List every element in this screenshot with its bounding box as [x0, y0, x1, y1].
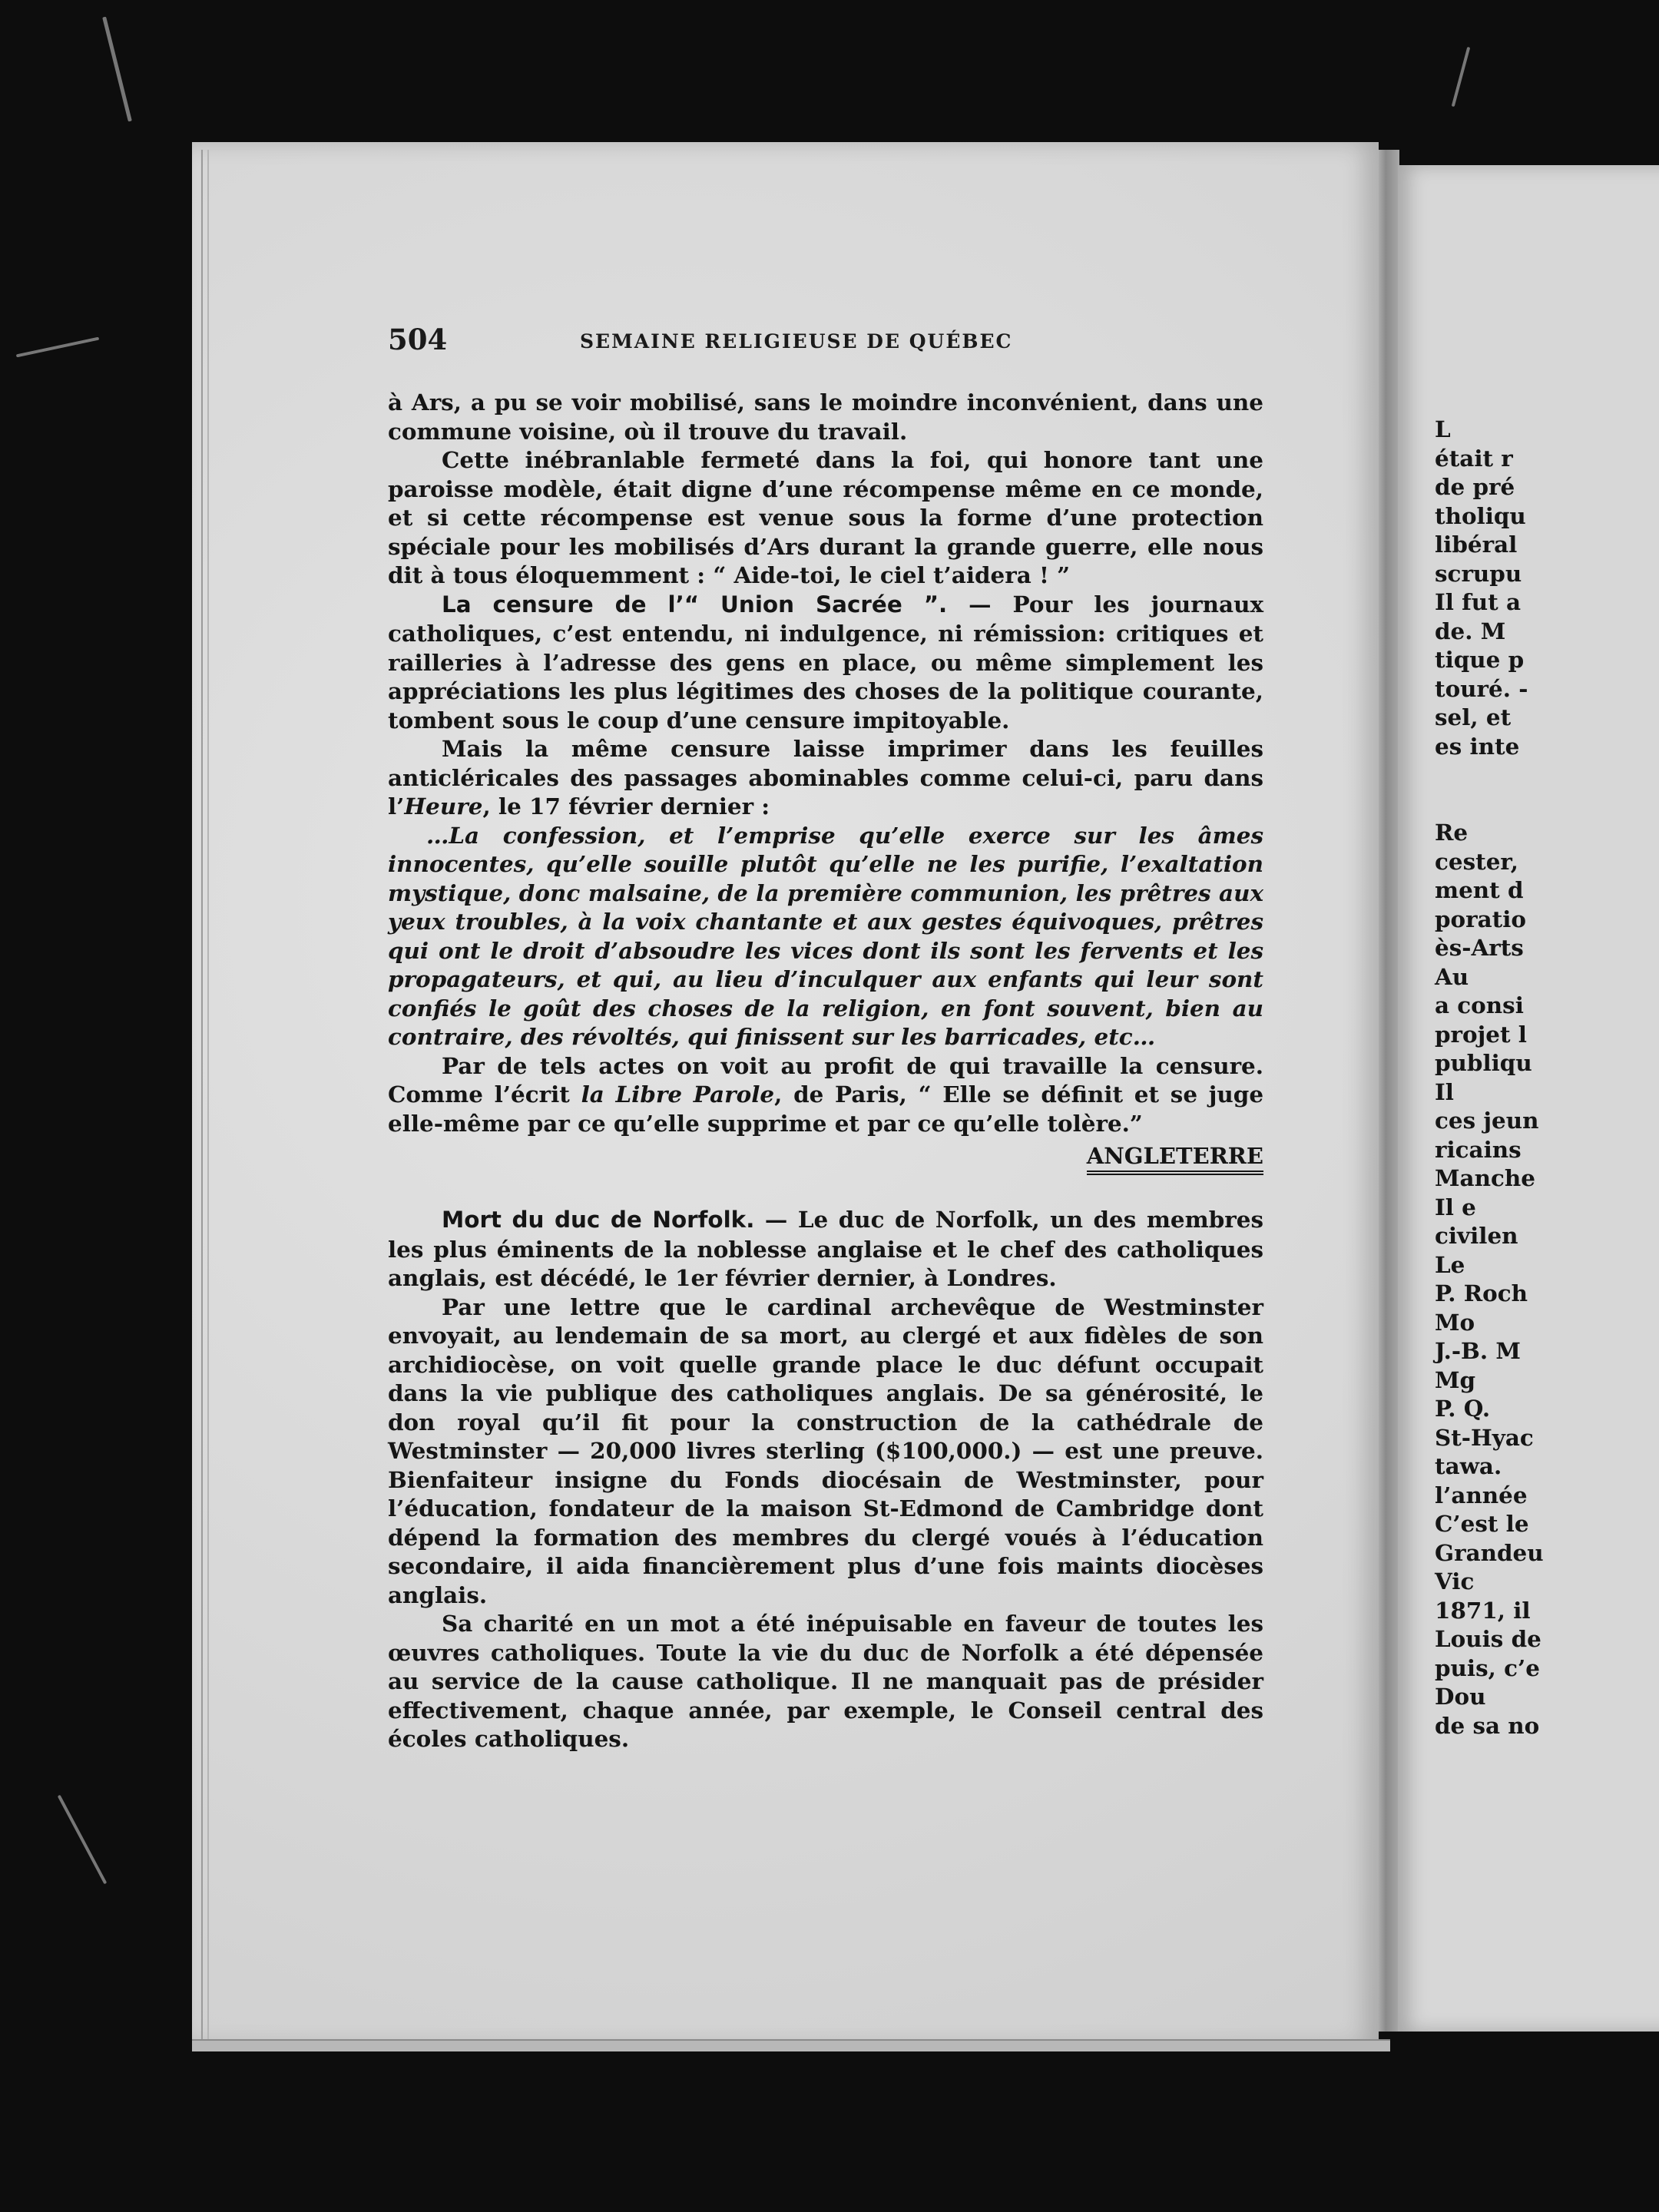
- right-page-line: 1871, il: [1435, 1596, 1531, 1624]
- paragraph-body: Mais la même censure laisse imprimer dans les feuilles anticléricales des passages abominables comme celui-ci, paru dans l’: [388, 735, 1263, 820]
- right-page-line: de pré: [1435, 473, 1515, 500]
- right-page-line: touré. -: [1435, 674, 1528, 702]
- paragraph-body: , le 17 février dernier :: [482, 793, 770, 820]
- section-heading-text: ANGLETERRE: [1087, 1143, 1263, 1175]
- right-page-line: P. Roch: [1435, 1280, 1528, 1306]
- film-scratch: [1452, 47, 1471, 107]
- right-page-line: tique p: [1435, 646, 1525, 673]
- right-page-line: Louis de: [1435, 1625, 1541, 1652]
- right-page-line: tawa.: [1435, 1452, 1502, 1479]
- right-page-line: St-Hyac: [1435, 1423, 1534, 1451]
- right-page-line: l’année: [1435, 1481, 1528, 1508]
- right-page-line: P. Q.: [1435, 1395, 1491, 1422]
- right-page-line: Mo: [1435, 1308, 1475, 1336]
- right-page-line: sel, et: [1435, 704, 1512, 730]
- right-page-line: puis, c’e: [1435, 1654, 1540, 1681]
- right-page-line: Il: [1435, 1078, 1454, 1105]
- right-page-line: ces jeun: [1435, 1107, 1539, 1134]
- page-bottom-edge: [192, 2039, 1390, 2051]
- paragraph-lead: La censure de l’“ Union Sacrée ”.: [442, 591, 948, 618]
- film-scratch: [16, 337, 99, 358]
- paragraph: à Ars, a pu se voir mobilisé, sans le moindre inconvénient, dans une commune voisine, où il trouve du travail.: [388, 389, 1263, 445]
- right-page-column: [1435, 415, 1659, 1740]
- section-gap: [388, 1173, 1263, 1205]
- right-page-line: ès-Arts: [1435, 934, 1524, 961]
- section-heading: [388, 1141, 1263, 1171]
- right-page-line: de. M: [1435, 617, 1506, 644]
- paragraph: [388, 1205, 1263, 1293]
- right-page-line: scrupu: [1435, 559, 1522, 587]
- article-text: [388, 388, 1263, 1753]
- paragraph-body: , de Paris, “ Elle se définit et se juge elle-même par ce qu’elle supprime et par ce qu’elle tolère.”: [388, 1081, 1264, 1137]
- right-page: [1398, 165, 1659, 2032]
- paragraph: Par une lettre que le cardinal archevêque de Westminster envoyait, au lendemain de sa mort, au clergé et aux fidèles de son archidiocèse, on voit quelle grande place le duc défunt occupait dans la vie publique des catholiques anglais. De sa générosité, le don royal qu’il fit pour la construction de la cathédrale de Westminster — 20,000 livres sterling ($100,000.) — est une preuve. Bienfaiteur insigne du Fonds diocésain de Westminster, pour l’éducation, fondateur de la maison St-Edmond de Cambridge dont dépend la formation des membres du clergé voués à l’éducation secondaire, il aida financièrement plus d’une fois maints diocèses anglais.: [388, 1293, 1263, 1608]
- right-page-line: [1435, 790, 1659, 819]
- right-page-line: projet l: [1435, 1020, 1527, 1048]
- right-page-line: Re: [1435, 819, 1469, 846]
- paragraph: [388, 734, 1263, 821]
- right-page-line: a consi: [1435, 992, 1524, 1018]
- newspaper-title: la Libre Parole: [581, 1081, 775, 1108]
- right-page-line: J.-B. M: [1435, 1337, 1521, 1364]
- right-page-line: Il fut a: [1435, 588, 1522, 615]
- film-scratch: [102, 16, 132, 121]
- right-page-line: Le: [1435, 1250, 1465, 1278]
- right-page-line: Manche: [1435, 1164, 1535, 1191]
- right-page-line: C’est le: [1435, 1510, 1529, 1537]
- right-page-line: était r: [1435, 444, 1513, 472]
- right-page-line: publiqu: [1435, 1049, 1532, 1076]
- block-quote: …La confession, et l’emprise qu’elle exerce sur les âmes innocentes, qu’elle souille plutôt qu’elle ne les purifie, l’exaltation mystique, donc malsaine, de la première communion, les prêtres aux yeux troubles, à la voix chantante et aux gestes équivoques, prêtres qui ont le droit d’absoudre les vices dont ils sont les fervents et les propagateurs, et qui, au lieu d’inculquer aux enfants qui leur sont confiés le goût des choses de la religion, en font souvent, bien au contraire, des révoltés, qui finissent sur les barricades, etc…: [388, 821, 1263, 1050]
- right-page-line: Dou: [1435, 1683, 1486, 1710]
- right-page-line: Mg: [1435, 1366, 1476, 1393]
- page-header: [388, 323, 1256, 361]
- paragraph: [388, 1051, 1263, 1138]
- page-number: 504: [388, 323, 448, 356]
- right-page-line: civilen: [1435, 1222, 1518, 1249]
- right-page-line: L: [1435, 416, 1451, 442]
- page-edge: [201, 150, 209, 2039]
- right-page-line: Il e: [1435, 1193, 1476, 1220]
- right-page-line: Au: [1435, 962, 1469, 990]
- right-page-line: ricains: [1435, 1135, 1522, 1163]
- right-page-line: libéral: [1435, 531, 1518, 558]
- paragraph: Sa charité en un mot a été inépuisable en faveur de toutes les œuvres catholiques. Toute la vie du duc de Norfolk a été dépensée au service de la cause catholique. Il ne manquait pas de présider effectivement, chaque année, par exemple, le Conseil central des écoles catholiques.: [388, 1610, 1263, 1752]
- paragraph-lead: Mort du duc de Norfolk.: [442, 1207, 755, 1233]
- right-page-line: de sa no: [1435, 1711, 1540, 1739]
- right-page-line: cester,: [1435, 847, 1518, 875]
- running-title: SEMAINE RELIGIEUSE DE QUÉBEC: [580, 330, 1013, 353]
- right-page-line: tholiqu: [1435, 502, 1526, 529]
- paragraph: Cette inébranlable fermeté dans la foi, qui honore tant une paroisse modèle, était digne d’une récompense même en ce monde, et si cette récompense est venue sous la forme d’une protection spéciale pour les mobilisés d’Ars durant la grande guerre, elle nous dit à tous éloquemment : “ Aide-toi, le ciel t’aidera ! ”: [388, 446, 1263, 588]
- paragraph-body: Par de tels actes on voit au profit de qui travaille la censure. Comme l’écrit: [388, 1051, 1263, 1108]
- newspaper-title: Heure: [404, 793, 483, 820]
- right-page-line: Grandeu: [1435, 1538, 1544, 1566]
- paragraph-body: — Pour les journaux catholiques, c’est entendu, ni indulgence, ni rémission: critiques et railleries à l’adresse des gens en place, ou même simplement les appréciations les plus légitimes des choses de la politique courante, tombent sous le coup d’une censure impitoyable.: [388, 590, 1263, 733]
- paragraph-body: — Le duc de Norfolk, un des membres les plus éminents de la noblesse anglaise et le chef des catholiques anglais, est décédé, le 1er février dernier, à Londres.: [388, 1206, 1263, 1291]
- right-page-line: Vic: [1435, 1568, 1475, 1594]
- right-page-line: [1435, 760, 1659, 790]
- right-page-line: es inte: [1435, 732, 1520, 760]
- film-scratch: [58, 1795, 108, 1885]
- right-page-line: poratio: [1435, 905, 1527, 932]
- right-page-line: ment d: [1435, 876, 1524, 903]
- paragraph: [388, 590, 1263, 735]
